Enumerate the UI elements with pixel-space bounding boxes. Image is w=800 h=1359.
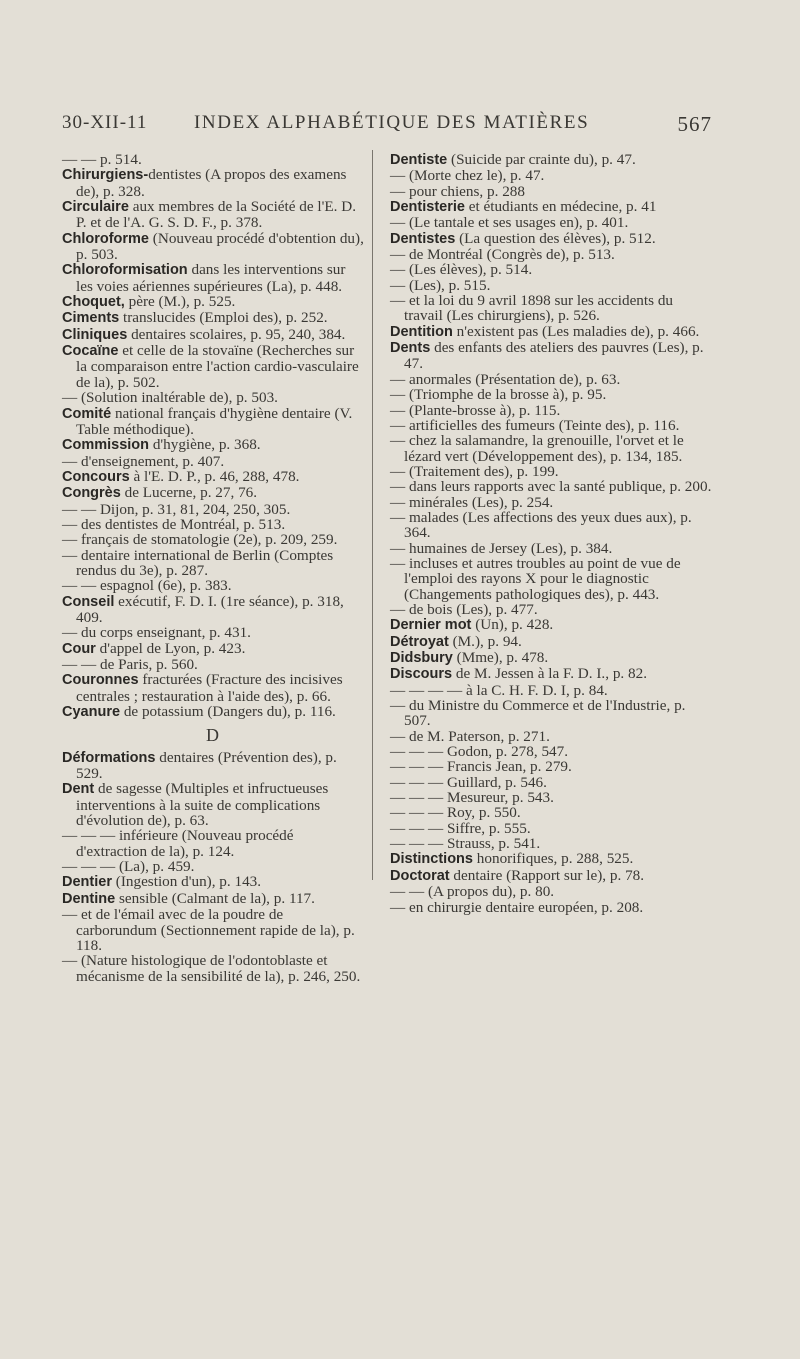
index-entry: [390, 821, 712, 836]
index-text: — (Le tantale et ses usages en), p. 401.: [390, 214, 629, 232]
index-text: dans les interventions sur les voies aériennes supérieures (La), p. 448.: [76, 261, 346, 295]
index-text: de M. Jessen à la F. D. I., p. 82.: [452, 665, 647, 683]
index-entry: [390, 836, 712, 851]
index-entry: [62, 406, 364, 438]
index-entry: [62, 167, 364, 199]
index-text: — — p. 514.: [62, 151, 142, 168]
index-entry: [62, 485, 364, 501]
index-keyword: Dents: [390, 340, 431, 357]
index-entry: [62, 891, 364, 907]
index-entry: [390, 231, 712, 247]
index-entry: [62, 625, 364, 640]
index-entry: [62, 454, 364, 469]
right-column: [390, 152, 712, 915]
header-date: 30-XII-11: [62, 112, 148, 133]
index-entry: [62, 641, 364, 657]
index-keyword: Commission: [62, 437, 150, 454]
index-entry: [390, 666, 712, 682]
index-text: — en chirurgie dentaire européen, p. 208.: [390, 898, 644, 916]
index-entry: [390, 464, 712, 479]
index-text: dentistes (A propos des examens de), p. 328.: [76, 166, 347, 200]
index-text: — chez la salamandre, la grenouille, l'orvet et le lézard vert (Développement des), p. 134, 185.: [390, 432, 684, 465]
index-text: de potassium (Dangers du), p. 116.: [120, 703, 336, 721]
index-keyword: Dentier: [62, 874, 112, 891]
index-entry: [62, 231, 364, 263]
index-text: — — — Roy, p. 550.: [390, 804, 521, 822]
index-entry: [390, 199, 712, 215]
column-divider: [372, 150, 373, 880]
index-entry: [62, 578, 364, 593]
index-entry: [390, 168, 712, 183]
index-text: — de Montréal (Congrès de), p. 513.: [390, 246, 615, 264]
index-text: (Mme), p. 478.: [452, 649, 549, 666]
index-text: exécutif, F. D. I. (1re séance), p. 318, 409.: [76, 592, 344, 626]
index-entry: [390, 324, 712, 340]
index-entry: [62, 657, 364, 672]
index-keyword: Discours: [390, 666, 453, 683]
header-title: INDEX ALPHABÉTIQUE DES MATIÈRES: [194, 112, 590, 133]
index-keyword: Didsbury: [390, 650, 453, 666]
index-entry: [62, 859, 364, 874]
index-text: — pour chiens, p. 288: [390, 182, 525, 200]
index-keyword: Dernier mot: [390, 617, 472, 634]
index-entry: [390, 262, 712, 277]
index-text: d'hygiène, p. 368.: [149, 436, 261, 454]
index-text: — — — Guillard, p. 546.: [390, 773, 547, 791]
index-entry: [62, 781, 364, 828]
index-text: d'appel de Lyon, p. 423.: [95, 639, 246, 657]
index-entry: [62, 548, 364, 579]
index-text: — des dentistes de Montréal, p. 513.: [62, 515, 286, 533]
index-text: honorifiques, p. 288, 525.: [472, 850, 634, 868]
index-keyword: Cyanure: [62, 704, 121, 721]
index-text: — (Traitement des), p. 199.: [390, 462, 559, 480]
index-text: — (Morte chez le), p. 47.: [390, 167, 545, 185]
index-entry: [62, 294, 364, 310]
index-text: (Suicide par crainte du), p. 47.: [447, 151, 636, 168]
index-entry: [390, 387, 712, 402]
index-entry: [62, 672, 364, 704]
index-text: des enfants des ateliers des pauvres (Les), p. 47.: [404, 339, 704, 373]
index-entry: [62, 469, 364, 485]
index-text: — (Nature histologique de l'odontoblaste et mécanisme de la sensibilité de la), p. 246, 250.: [62, 952, 361, 985]
index-entry: [390, 851, 712, 867]
index-entry: [390, 541, 712, 556]
index-entry: [62, 437, 364, 453]
index-text: — — de Paris, p. 560.: [62, 656, 198, 673]
index-entry: [390, 372, 712, 387]
index-entry: [390, 805, 712, 820]
index-text: n'existent pas (Les maladies de), p. 466.: [452, 322, 700, 340]
index-entry: [390, 215, 712, 230]
index-entry: [62, 874, 364, 890]
index-keyword: Conseil: [62, 593, 115, 610]
index-text: — — — — à la C. H. F. D. I, p. 84.: [390, 681, 608, 699]
index-keyword: Choquet,: [62, 294, 125, 311]
index-entry: [390, 900, 712, 915]
index-keyword: Dentisterie: [390, 199, 465, 216]
index-text: — humaines de Jersey (Les), p. 384.: [390, 539, 613, 557]
index-text: dentaire (Rapport sur le), p. 78.: [449, 866, 645, 884]
index-keyword: Cour: [62, 640, 96, 657]
index-text: translucides (Emploi des), p. 252.: [119, 309, 328, 327]
index-text: aux membres de la Société de l'E. D. P. et de l'A. G. S. D. F., p. 378.: [76, 198, 357, 232]
index-text: — de bois (Les), p. 477.: [390, 600, 538, 618]
index-text: — (Les élèves), p. 514.: [390, 261, 533, 279]
index-text: — du Ministre du Commerce et de l'Industrie, p. 507.: [390, 697, 686, 730]
index-entry: [390, 433, 712, 464]
index-keyword: Dent: [62, 781, 95, 798]
index-text: sensible (Calmant de la), p. 117.: [115, 889, 315, 907]
index-entry: [390, 278, 712, 293]
index-text: — — — Godon, p. 278, 547.: [390, 743, 569, 761]
index-entry: [390, 744, 712, 759]
index-text: — — — Mesureur, p. 543.: [390, 789, 554, 807]
index-text: — de M. Paterson, p. 271.: [390, 727, 550, 745]
index-entry: [390, 790, 712, 805]
index-entry: [62, 390, 364, 405]
index-keyword: Couronnes: [62, 672, 139, 689]
index-text: — (Triomphe de la brosse à), p. 95.: [390, 386, 607, 404]
index-text: — dentaire international de Berlin (Comptes rendus du 3e), p. 287.: [62, 546, 334, 579]
index-text: de Lucerne, p. 27, 76.: [120, 484, 258, 502]
index-text: père (M.), p. 525.: [124, 293, 236, 311]
index-text: — — Dijon, p. 31, 81, 204, 250, 305.: [62, 500, 291, 518]
index-text: — — (A propos du), p. 80.: [390, 883, 555, 901]
right-entries: [390, 152, 712, 915]
index-text: (M.), p. 94.: [448, 632, 522, 650]
index-text: — d'enseignement, p. 407.: [62, 452, 225, 470]
index-text: national français d'hygiène dentaire (V. Table méthodique).: [76, 404, 353, 438]
index-entry: [62, 704, 364, 720]
index-text: — malades (Les affections des yeux dues aux), p. 364.: [390, 508, 692, 542]
index-text: — et de l'émail avec de la poudre de carborundum (Sectionnement rapide de la), p. 118.: [62, 906, 355, 954]
index-text: — (Solution inaltérable de), p. 503.: [62, 389, 278, 407]
index-entry: [390, 247, 712, 262]
index-text: (La question des élèves), p. 512.: [455, 229, 656, 247]
index-entry: [390, 634, 712, 650]
section-letter: D: [206, 725, 220, 746]
index-text: à l'E. D. P., p. 46, 288, 478.: [129, 467, 300, 485]
index-entry: [62, 907, 364, 953]
index-text: — dans leurs rapports avec la santé publique, p. 200.: [390, 478, 712, 496]
index-text: et étudiants en médecine, p. 41: [464, 198, 657, 216]
index-entry: [62, 502, 364, 517]
index-entry: [390, 293, 712, 324]
left-entries-d: [62, 750, 364, 984]
index-keyword: Comité: [62, 405, 112, 422]
index-text: — (Les), p. 515.: [390, 276, 491, 294]
index-text: dentaires scolaires, p. 95, 240, 384.: [127, 325, 346, 343]
index-entry: [390, 729, 712, 744]
index-entry: [62, 343, 364, 390]
index-text: — — — Siffre, p. 555.: [390, 819, 531, 837]
index-entry: [62, 310, 364, 326]
index-entry: [390, 683, 712, 698]
index-text: (Nouveau procédé d'obtention du), p. 503.: [76, 229, 364, 264]
index-text: (Ingestion d'un), p. 143.: [111, 873, 262, 891]
index-text: — (Plante-brosse à), p. 115.: [390, 401, 561, 419]
index-entry: [390, 775, 712, 790]
index-entry: [390, 698, 712, 729]
index-text: — — — Francis Jean, p. 279.: [390, 758, 572, 776]
index-entry: [62, 828, 364, 859]
index-entry: [62, 594, 364, 626]
index-entry: [390, 479, 712, 494]
index-keyword: Circulaire: [62, 199, 129, 216]
index-entry: [62, 327, 364, 343]
index-entry: [62, 532, 364, 547]
index-keyword: Congrès: [62, 485, 121, 502]
index-entry: [390, 868, 712, 884]
index-entry: [390, 759, 712, 774]
index-entry: [390, 650, 712, 666]
index-entry: [390, 510, 712, 541]
index-entry: [390, 556, 712, 602]
index-text: dentaires (Prévention des), p. 529.: [76, 748, 337, 783]
index-text: — et la loi du 9 avril 1898 sur les accidents du travail (Les chirurgiens), p. 526.: [390, 292, 674, 325]
index-keyword: Chirurgiens-: [62, 167, 149, 184]
index-keyword: Déformations: [62, 749, 156, 766]
index-keyword: Dentiste: [390, 152, 448, 168]
index-keyword: Concours: [62, 468, 130, 485]
index-entry: [390, 495, 712, 510]
index-keyword: Chloroformisation: [62, 262, 188, 279]
index-entry: [390, 602, 712, 617]
index-entry: [62, 953, 364, 984]
index-text: (Un), p. 428.: [471, 616, 554, 634]
index-text: — anormales (Présentation de), p. 63.: [390, 370, 621, 388]
index-text: — du corps enseignant, p. 431.: [62, 624, 251, 642]
index-keyword: Cliniques: [62, 326, 128, 343]
left-entries-c: [62, 152, 364, 720]
index-keyword: Dentine: [62, 890, 116, 907]
index-entry: [62, 262, 364, 294]
index-text: — — — (La), p. 459.: [62, 858, 195, 876]
index-entry: [62, 199, 364, 231]
index-keyword: Dentition: [390, 323, 453, 340]
index-keyword: Détroyat: [390, 633, 449, 650]
index-keyword: Dentistes: [390, 230, 456, 247]
index-text: — minérales (Les), p. 254.: [390, 493, 554, 511]
index-text: et celle de la stovaïne (Recherches sur la comparaison entre l'action cardio-vasculaire de la), p. 502.: [76, 342, 359, 391]
index-keyword: Chloroforme: [62, 230, 149, 247]
page-number: 567: [677, 112, 712, 136]
index-entry: [390, 152, 712, 168]
index-entry: [390, 340, 712, 372]
index-entry: [390, 184, 712, 199]
index-keyword: Distinctions: [390, 851, 473, 868]
index-text: de sagesse (Multiples et infructueuses interventions à la suite de complications d'évolution de), p. 63.: [76, 780, 329, 830]
index-text: — français de stomatologie (2e), p. 209, 259.: [62, 531, 338, 549]
index-entry: [62, 750, 364, 782]
index-keyword: Cocaïne: [62, 343, 119, 360]
left-column: [62, 152, 364, 984]
index-text: — — espagnol (6e), p. 383.: [62, 577, 232, 595]
index-entry: [390, 403, 712, 418]
index-text: — — — inférieure (Nouveau procédé d'extraction de la), p. 124.: [62, 827, 294, 860]
index-keyword: Doctorat: [390, 867, 450, 884]
index-text: — incluses et autres troubles au point de vue de l'emploi des rayons X pour le diagnostic (Changements pathologiques des), p. 443.: [390, 554, 681, 603]
index-entry: [62, 517, 364, 532]
index-keyword: Ciments: [62, 310, 120, 327]
index-entry: [390, 884, 712, 899]
index-entry: [390, 617, 712, 633]
index-entry: [62, 152, 364, 167]
index-text: — artificielles des fumeurs (Teinte des), p. 116.: [390, 416, 680, 434]
index-entry: [390, 418, 712, 433]
index-text: fracturées (Fracture des incisives centrales ; restauration à l'aide des), p. 66.: [76, 671, 343, 705]
index-text: — — — Strauss, p. 541.: [390, 835, 541, 853]
